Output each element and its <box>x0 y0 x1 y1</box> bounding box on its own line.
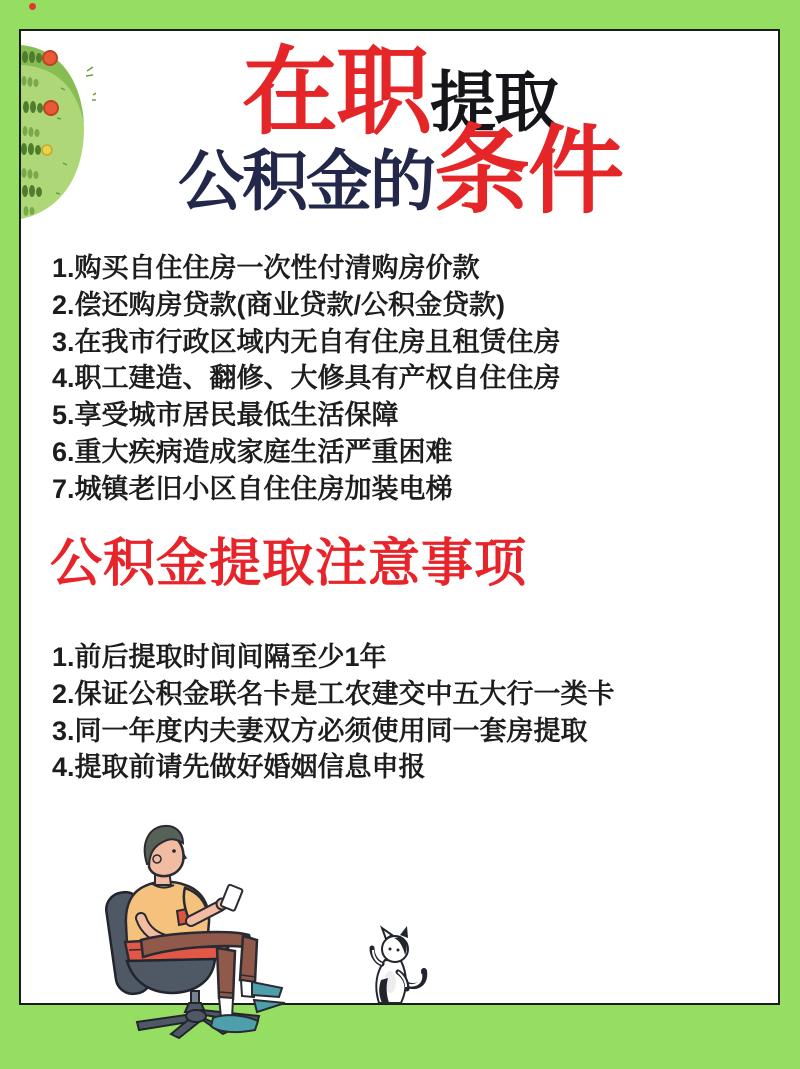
title-word-tiqu: 提取 <box>430 65 558 139</box>
note-item: 4.提取前请先做好婚姻信息申报 <box>52 752 426 783</box>
note-item: 2.保证公积金联名卡是工农建交中五大行一类卡 <box>52 678 615 709</box>
condition-item: 4.职工建造、翻修、大修具有产权自住住房 <box>52 363 561 394</box>
condition-item: 3.在我市行政区域内无自有住房且租赁住房 <box>52 326 561 357</box>
red-dot-decoration <box>29 3 36 10</box>
notes-heading: 公积金提取注意事项 <box>50 535 528 593</box>
condition-item: 6.重大疾病造成家庭生活严重困难 <box>52 436 453 467</box>
condition-item: 7.城镇老旧小区自住住房加装电梯 <box>52 473 453 504</box>
title-word-gongjijinde: 公积金的 <box>178 144 434 218</box>
title-line-2 <box>0 118 800 225</box>
conditions-list <box>52 250 561 508</box>
note-item: 1.前后提取时间间隔至少1年 <box>52 642 387 672</box>
notes-list <box>52 639 615 786</box>
man-on-chair-with-cat-illustration <box>85 822 455 1047</box>
title-keyword-tiaojian: 条件 <box>434 118 622 225</box>
condition-item: 1.购买自住住房一次性付清购房价款 <box>52 253 480 283</box>
condition-item: 5.享受城市居民最低生活保障 <box>52 400 399 431</box>
note-item: 3.同一年度内夫妻双方必须使用同一套房提取 <box>52 715 588 746</box>
cat-icon <box>372 926 424 1003</box>
title-keyword-zaizhi: 在职 <box>242 39 430 146</box>
condition-item: 2.偿还购房贷款(商业贷款/公积金贷款) <box>52 289 506 320</box>
